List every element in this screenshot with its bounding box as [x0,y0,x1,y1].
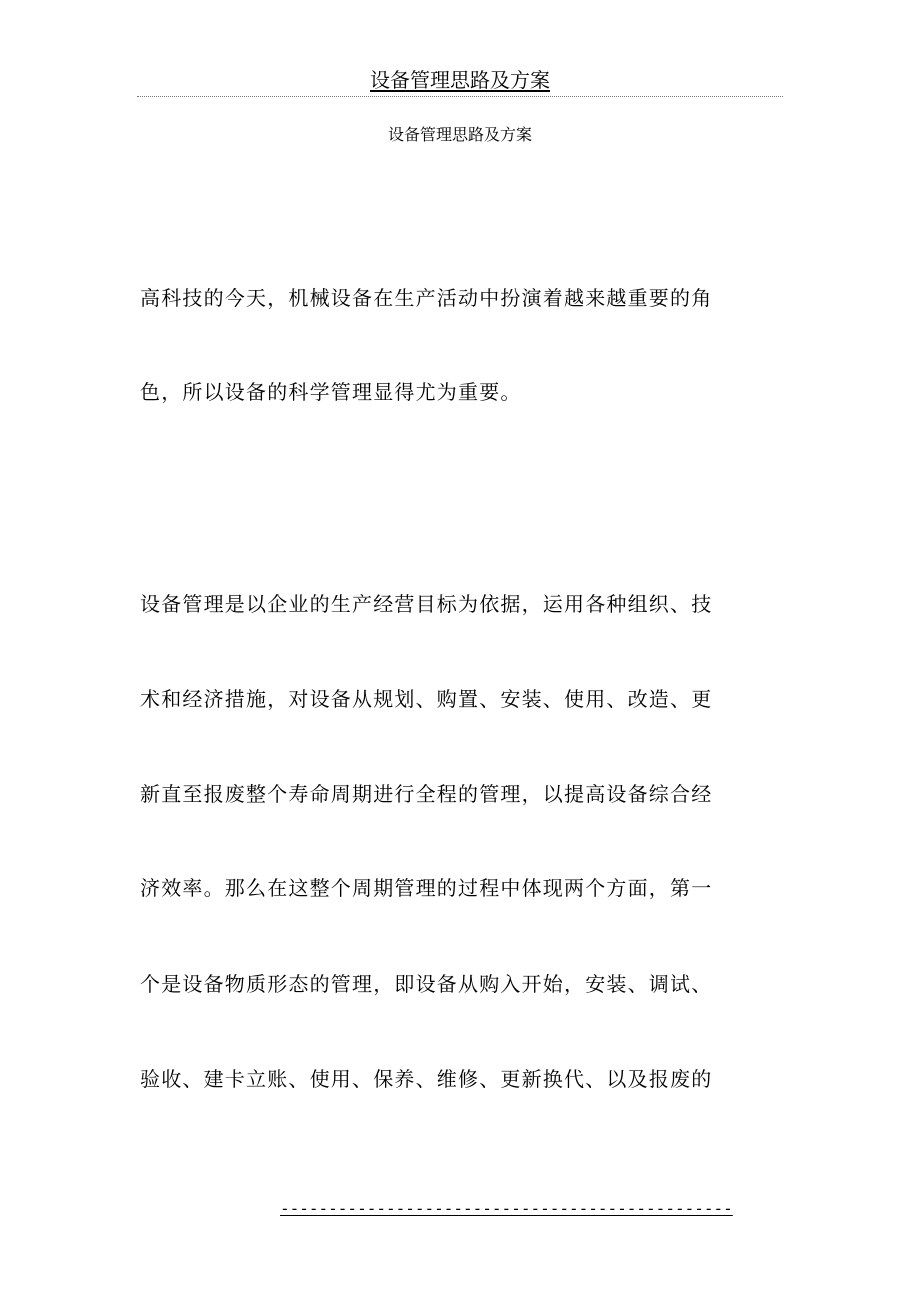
paragraph-2-line-4: 济效率。那么在这整个周期管理的过程中体现两个方面，第一 [140,876,713,900]
paragraph-2-line-2: 术和经济措施，对设备从规划、购置、安装、使用、改造、更 [140,687,713,711]
paragraph-2-line-6: 验收、建卡立账、使用、保养、维修、更新换代、以及报废的 [140,1067,713,1091]
paragraph-2-line-3: 新直至报废整个寿命周期进行全程的管理，以提高设备综合经 [140,782,713,806]
paragraph-2-line-5: 个是设备物质形态的管理，即设备从购入开始，安装、调试、 [140,972,713,996]
header-divider [137,96,783,97]
paragraph-2-line-1: 设备管理是以企业的生产经营目标为依据，运用各种组织、技 [140,592,713,616]
footer-divider-dashes: ----------------------------------------------- [280,1199,733,1218]
document-subtitle: 设备管理思路及方案 [387,125,532,144]
paragraph-1-line-1: 高科技的今天，机械设备在生产活动中扮演着越来越重要的角 [140,286,713,310]
paragraph-1-line-2: 色，所以设备的科学管理显得尤为重要。 [140,380,522,404]
header-title: 设备管理思路及方案 [370,68,550,92]
footer-divider [280,1199,733,1219]
